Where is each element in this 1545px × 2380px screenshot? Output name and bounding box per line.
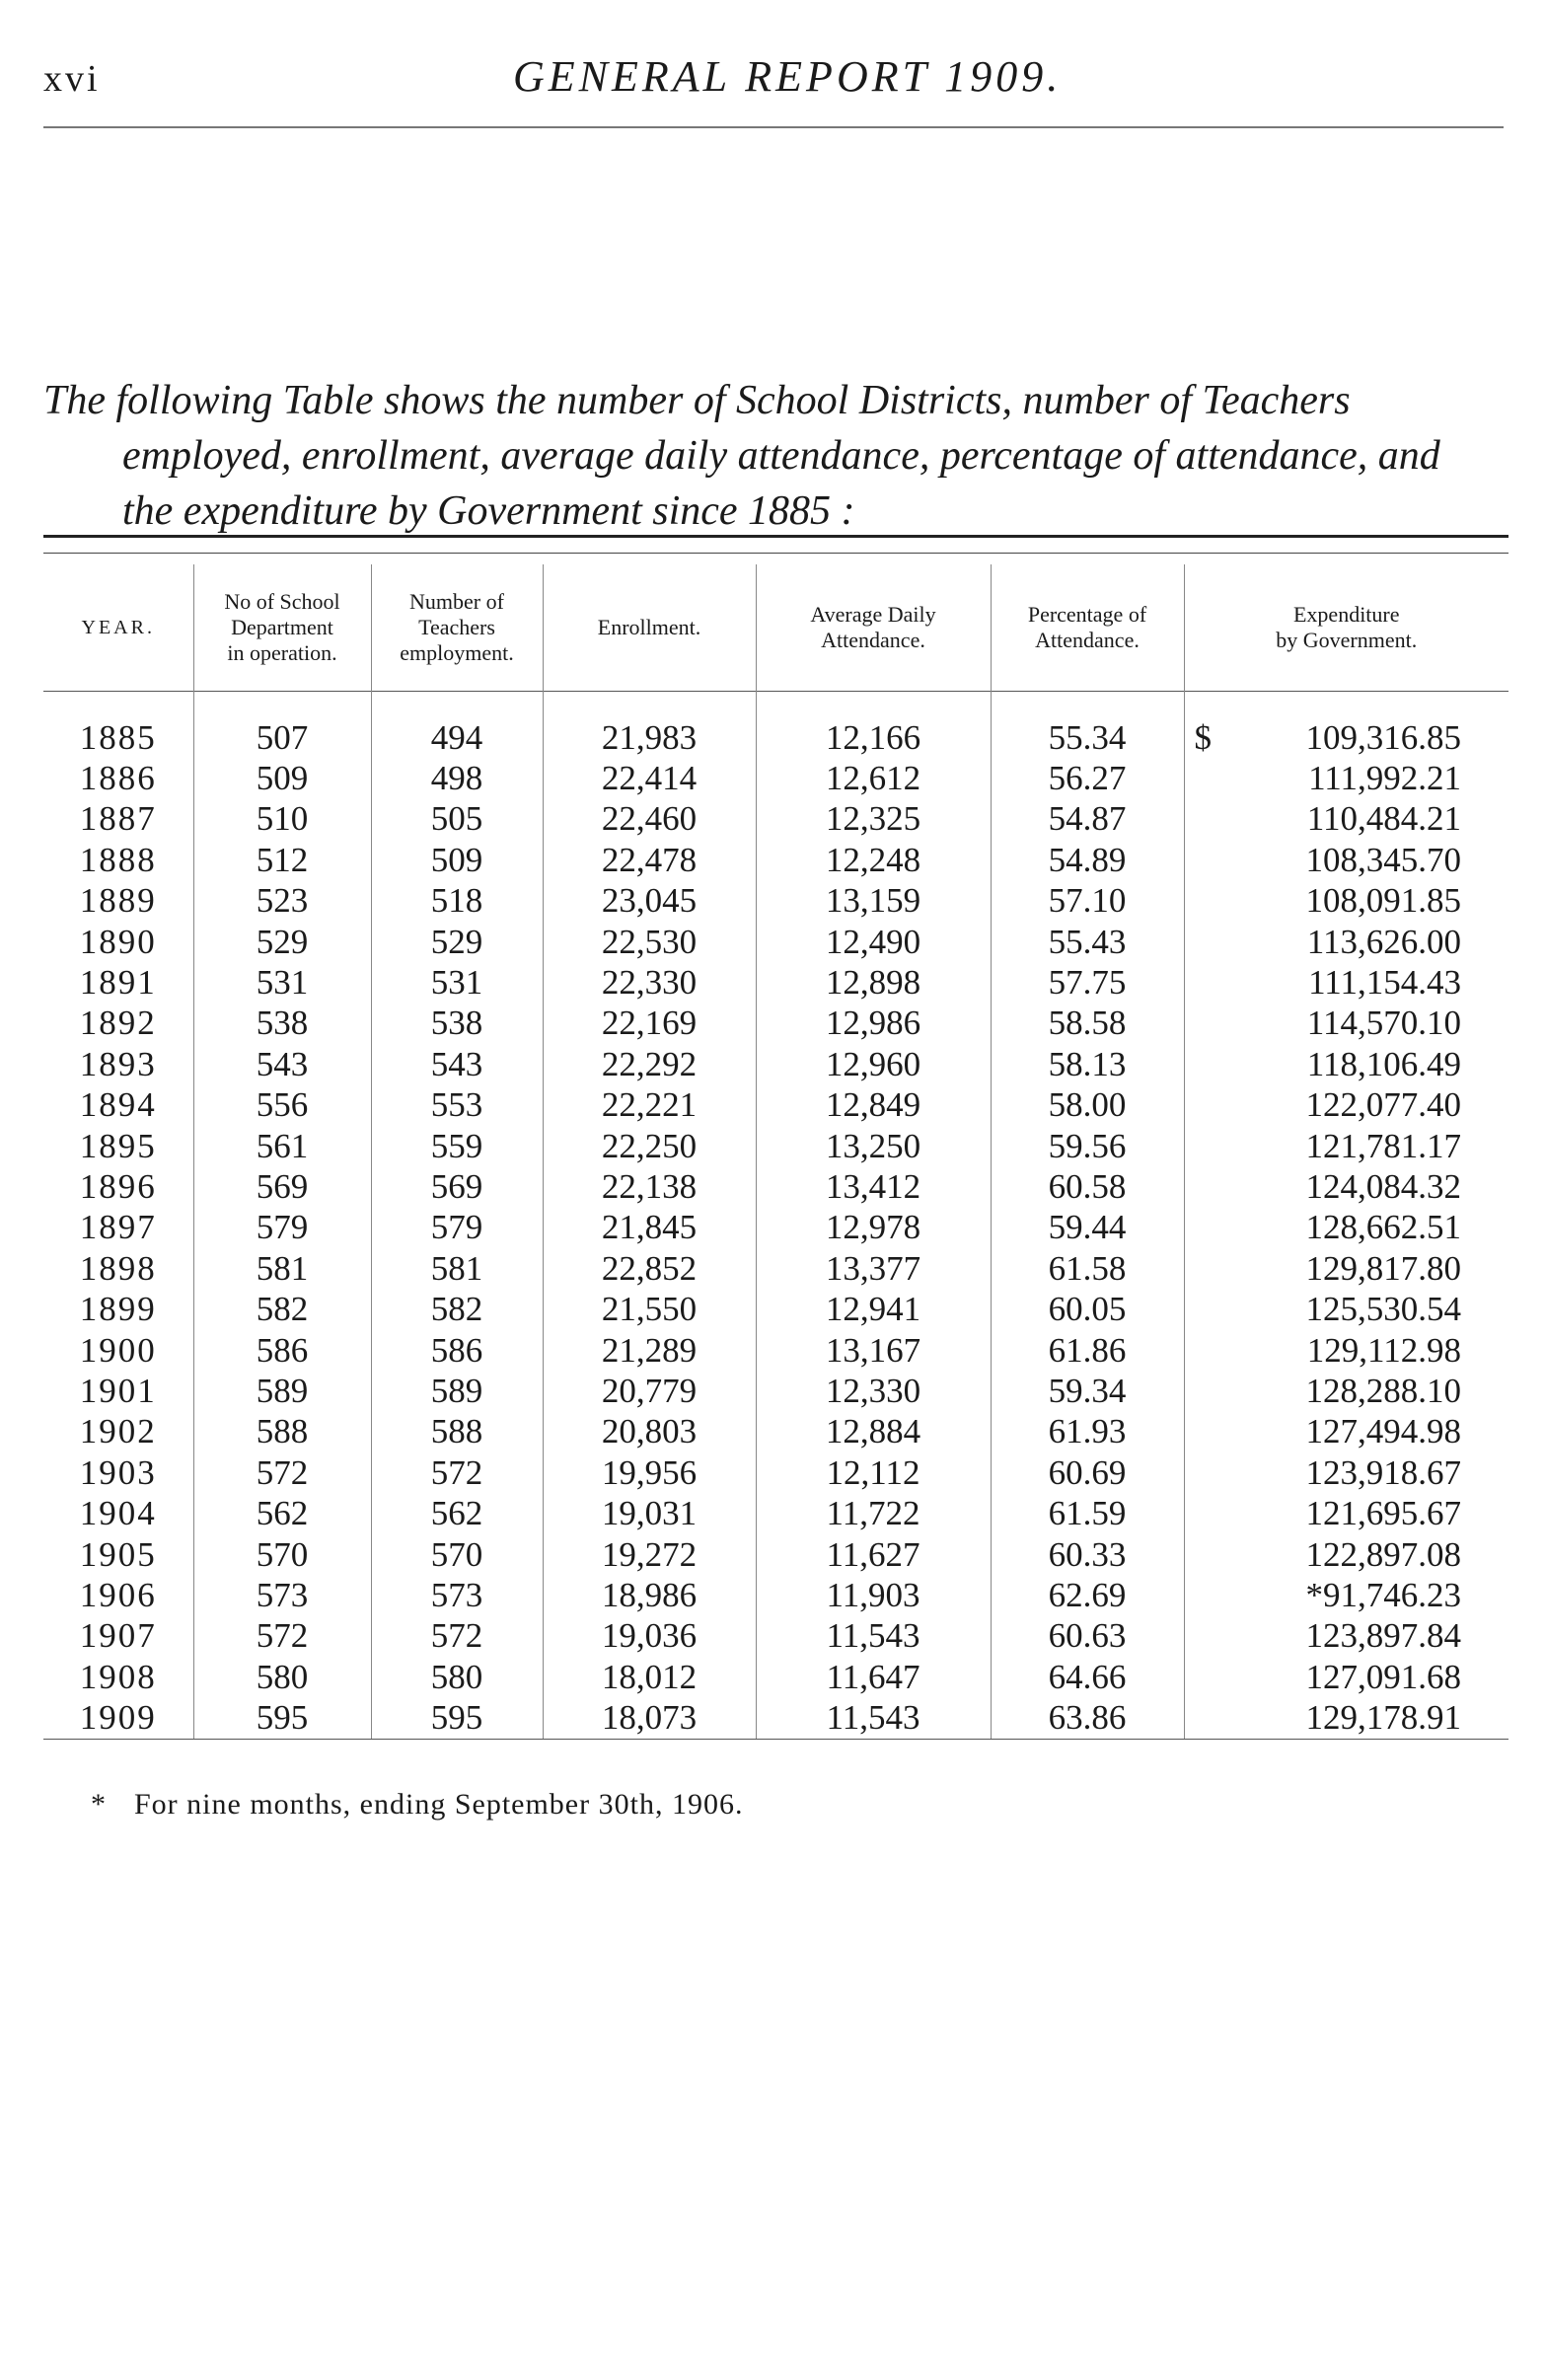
header-expenditure-line: Expenditure	[1292, 602, 1400, 627]
cell-schools: 538	[193, 1004, 371, 1044]
expenditure-value: 123,918.67	[1305, 1452, 1461, 1492]
expenditure-value: 122,897.08	[1305, 1534, 1461, 1574]
footnote	[91, 1788, 743, 1822]
expenditure-value: 122,077.40	[1305, 1085, 1461, 1125]
table-row	[43, 1697, 1508, 1739]
cell-schools: 543	[193, 1044, 371, 1084]
cell-schools: 572	[193, 1452, 371, 1493]
table-row	[43, 1330, 1508, 1371]
cell-attendance: 11,543	[756, 1616, 991, 1657]
expenditure-value: 121,695.67	[1305, 1494, 1461, 1533]
header-year: YEAR.	[81, 617, 155, 638]
cell-teachers: 569	[371, 1166, 543, 1207]
cell-expenditure	[1184, 881, 1508, 922]
cell-expenditure	[1184, 1004, 1508, 1044]
header-teachers-line: Number of	[409, 589, 504, 614]
cell-schools: 529	[193, 922, 371, 962]
cell-percentage: 58.58	[991, 1004, 1184, 1044]
header-teachers-line: employment.	[400, 640, 514, 665]
header-attendance	[756, 564, 991, 692]
table-row	[43, 692, 1508, 759]
cell-teachers: 573	[371, 1575, 543, 1615]
cell-percentage: 60.58	[991, 1166, 1184, 1207]
cell-attendance: 12,849	[756, 1085, 991, 1126]
cell-year: 1896	[79, 1166, 157, 1206]
cell-percentage: 59.34	[991, 1371, 1184, 1411]
cell-percentage: 60.63	[991, 1616, 1184, 1657]
table-row	[43, 1166, 1508, 1207]
expenditure-value: 129,817.80	[1305, 1248, 1461, 1288]
cell-attendance: 11,627	[756, 1534, 991, 1575]
cell-attendance: 12,490	[756, 922, 991, 962]
header-percentage-line: Percentage of	[1027, 602, 1147, 627]
table-row	[43, 1289, 1508, 1329]
cell-attendance: 12,330	[756, 1371, 991, 1411]
cell-enrollment: 21,550	[543, 1289, 756, 1329]
cell-attendance: 13,167	[756, 1330, 991, 1371]
cell-year: 1886	[79, 759, 157, 798]
cell-teachers: 509	[371, 840, 543, 880]
cell-percentage: 61.59	[991, 1493, 1184, 1533]
table-row	[43, 1208, 1508, 1248]
cell-percentage: 58.00	[991, 1085, 1184, 1126]
cell-schools: 556	[193, 1085, 371, 1126]
cell-percentage: 54.87	[991, 799, 1184, 840]
cell-percentage: 59.56	[991, 1126, 1184, 1166]
cell-percentage: 58.13	[991, 1044, 1184, 1084]
cell-schools: 531	[193, 962, 371, 1003]
cell-percentage: 54.89	[991, 840, 1184, 880]
cell-enrollment: 20,779	[543, 1371, 756, 1411]
cell-year: 1887	[79, 799, 157, 839]
cell-schools: 561	[193, 1126, 371, 1166]
cell-year: 1894	[79, 1085, 157, 1125]
cell-enrollment: 22,169	[543, 1004, 756, 1044]
cell-schools: 562	[193, 1493, 371, 1533]
cell-expenditure	[1184, 922, 1508, 962]
cell-attendance: 12,612	[756, 758, 991, 798]
cell-schools: 588	[193, 1412, 371, 1452]
cell-enrollment: 18,012	[543, 1657, 756, 1697]
expenditure-value: 111,154.43	[1308, 963, 1461, 1003]
cell-year: 1889	[79, 881, 157, 921]
cell-expenditure	[1184, 1248, 1508, 1289]
expenditure-value: 110,484.21	[1306, 799, 1461, 839]
cell-year: 1908	[79, 1657, 157, 1696]
cell-enrollment: 20,803	[543, 1412, 756, 1452]
table-top-rule-thin	[43, 553, 1508, 554]
cell-attendance: 12,325	[756, 799, 991, 840]
cell-expenditure	[1184, 840, 1508, 880]
expenditure-value: 121,781.17	[1305, 1126, 1461, 1165]
table-row	[43, 1371, 1508, 1411]
cell-percentage: 56.27	[991, 758, 1184, 798]
expenditure-value: 125,530.54	[1305, 1290, 1461, 1329]
cell-attendance: 12,248	[756, 840, 991, 880]
cell-year: 1899	[79, 1290, 157, 1329]
cell-enrollment: 18,073	[543, 1697, 756, 1739]
cell-attendance: 13,250	[756, 1126, 991, 1166]
cell-enrollment: 19,272	[543, 1534, 756, 1575]
cell-enrollment: 22,292	[543, 1044, 756, 1084]
cell-year: 1890	[79, 922, 157, 961]
header-percentage-line: Attendance.	[1035, 628, 1140, 652]
cell-teachers: 518	[371, 881, 543, 922]
cell-expenditure	[1184, 799, 1508, 840]
cell-teachers: 570	[371, 1534, 543, 1575]
cell-attendance: 13,412	[756, 1166, 991, 1207]
page-header	[0, 0, 1545, 148]
table-header-row	[43, 564, 1508, 692]
cell-schools: 582	[193, 1289, 371, 1329]
table-row	[43, 1126, 1508, 1166]
expenditure-value: 128,288.10	[1305, 1371, 1461, 1410]
cell-percentage: 57.10	[991, 881, 1184, 922]
cell-expenditure	[1184, 1575, 1508, 1615]
cell-expenditure	[1184, 1452, 1508, 1493]
cell-schools: 589	[193, 1371, 371, 1411]
cell-expenditure	[1184, 1044, 1508, 1084]
cell-enrollment: 18,986	[543, 1575, 756, 1615]
header-attendance-line: Attendance.	[821, 628, 925, 652]
cell-schools: 509	[193, 758, 371, 798]
cell-schools: 512	[193, 840, 371, 880]
expenditure-value: 127,494.98	[1305, 1412, 1461, 1451]
cell-teachers: 543	[371, 1044, 543, 1084]
footnote-text: For nine months, ending September 30th, 1906.	[134, 1788, 744, 1821]
cell-enrollment: 22,250	[543, 1126, 756, 1166]
cell-schools: 523	[193, 881, 371, 922]
cell-teachers: 586	[371, 1330, 543, 1371]
cell-percentage: 60.69	[991, 1452, 1184, 1493]
cell-teachers: 562	[371, 1493, 543, 1533]
footnote-marker: *	[91, 1788, 107, 1821]
cell-year: 1898	[79, 1248, 157, 1288]
cell-attendance: 11,903	[756, 1575, 991, 1615]
cell-year: 1897	[79, 1208, 157, 1247]
cell-attendance: 12,978	[756, 1208, 991, 1248]
page-number: xvi	[43, 58, 101, 100]
cell-enrollment: 22,852	[543, 1248, 756, 1289]
cell-attendance: 11,647	[756, 1657, 991, 1697]
cell-teachers: 581	[371, 1248, 543, 1289]
cell-enrollment: 22,138	[543, 1166, 756, 1207]
cell-enrollment: 22,478	[543, 840, 756, 880]
cell-expenditure	[1184, 1330, 1508, 1371]
cell-percentage: 63.86	[991, 1697, 1184, 1739]
cell-schools: 579	[193, 1208, 371, 1248]
cell-enrollment: 22,530	[543, 922, 756, 962]
cell-schools: 573	[193, 1575, 371, 1615]
cell-expenditure	[1184, 1085, 1508, 1126]
cell-enrollment: 22,221	[543, 1085, 756, 1126]
cell-percentage: 61.86	[991, 1330, 1184, 1371]
cell-year: 1900	[79, 1330, 157, 1370]
table-body	[43, 692, 1508, 1740]
cell-teachers: 595	[371, 1697, 543, 1739]
header-schools-line: in operation.	[227, 640, 337, 665]
cell-percentage: 61.58	[991, 1248, 1184, 1289]
running-head: GENERAL REPORT 1909.	[513, 52, 1063, 101]
cell-percentage: 60.33	[991, 1534, 1184, 1575]
currency-symbol: $	[1194, 717, 1212, 757]
cell-teachers: 505	[371, 799, 543, 840]
expenditure-value: 118,106.49	[1306, 1044, 1461, 1083]
cell-enrollment: 22,460	[543, 799, 756, 840]
cell-teachers: 588	[371, 1412, 543, 1452]
cell-attendance: 12,166	[756, 692, 991, 759]
cell-enrollment: 21,845	[543, 1208, 756, 1248]
cell-expenditure	[1184, 1657, 1508, 1697]
cell-attendance: 12,941	[756, 1289, 991, 1329]
expenditure-value: 123,897.84	[1305, 1616, 1461, 1656]
cell-attendance: 13,159	[756, 881, 991, 922]
cell-expenditure	[1184, 1534, 1508, 1575]
header-percentage	[991, 564, 1184, 692]
cell-attendance: 13,377	[756, 1248, 991, 1289]
header-teachers	[371, 564, 543, 692]
table-row	[43, 881, 1508, 922]
cell-enrollment: 22,330	[543, 962, 756, 1003]
table-row	[43, 1616, 1508, 1657]
cell-teachers: 529	[371, 922, 543, 962]
table-row	[43, 1044, 1508, 1084]
header-enrollment: Enrollment.	[543, 564, 756, 692]
cell-attendance: 12,898	[756, 962, 991, 1003]
cell-teachers: 498	[371, 758, 543, 798]
cell-year: 1904	[79, 1494, 157, 1533]
cell-teachers: 572	[371, 1616, 543, 1657]
cell-year: 1907	[79, 1616, 157, 1656]
header-schools-line: No of School	[224, 589, 340, 614]
cell-attendance: 11,543	[756, 1697, 991, 1739]
cell-attendance: 11,722	[756, 1493, 991, 1533]
cell-schools: 507	[193, 692, 371, 759]
table-row	[43, 1004, 1508, 1044]
cell-year: 1895	[79, 1126, 157, 1165]
cell-expenditure	[1184, 1166, 1508, 1207]
table-row	[43, 1534, 1508, 1575]
cell-teachers: 531	[371, 962, 543, 1003]
cell-expenditure	[1184, 1371, 1508, 1411]
cell-year: 1906	[79, 1575, 157, 1614]
table-row	[43, 758, 1508, 798]
header-schools	[193, 564, 371, 692]
cell-attendance: 12,884	[756, 1412, 991, 1452]
cell-schools: 586	[193, 1330, 371, 1371]
table-row	[43, 1575, 1508, 1615]
table-row	[43, 1412, 1508, 1452]
table-row	[43, 1248, 1508, 1289]
cell-percentage: 55.34	[991, 692, 1184, 759]
header-teachers-line: Teachers	[418, 615, 495, 639]
header-schools-line: Department	[231, 615, 333, 639]
cell-teachers: 572	[371, 1452, 543, 1493]
intro-line-1: The following Table shows the number of School Districts, number of Teachers	[43, 378, 1351, 423]
cell-expenditure	[1184, 758, 1508, 798]
expenditure-value: *91,746.23	[1305, 1575, 1461, 1614]
cell-schools: 510	[193, 799, 371, 840]
cell-attendance: 12,112	[756, 1452, 991, 1493]
expenditure-value: 108,091.85	[1305, 881, 1461, 921]
header-rule	[43, 126, 1504, 128]
intro-line-3: the expenditure by Government since 1885 :	[122, 488, 855, 534]
cell-teachers: 538	[371, 1004, 543, 1044]
cell-year: 1902	[79, 1412, 157, 1451]
cell-year: 1891	[79, 963, 157, 1003]
table-row	[43, 1657, 1508, 1697]
cell-schools: 572	[193, 1616, 371, 1657]
cell-percentage: 55.43	[991, 922, 1184, 962]
table-row	[43, 1452, 1508, 1493]
cell-teachers: 589	[371, 1371, 543, 1411]
cell-schools: 570	[193, 1534, 371, 1575]
cell-year: 1885	[79, 717, 157, 757]
expenditure-value: 113,626.00	[1306, 922, 1461, 961]
cell-enrollment: 19,956	[543, 1452, 756, 1493]
table-row	[43, 922, 1508, 962]
cell-year: 1888	[79, 840, 157, 879]
cell-expenditure	[1184, 692, 1508, 759]
expenditure-value: 127,091.68	[1305, 1657, 1461, 1696]
table-row	[43, 1493, 1508, 1533]
expenditure-value: 129,112.98	[1306, 1330, 1461, 1370]
cell-percentage: 62.69	[991, 1575, 1184, 1615]
cell-year: 1901	[79, 1371, 157, 1410]
table-top-rule	[43, 535, 1508, 538]
cell-year: 1892	[79, 1004, 157, 1043]
cell-expenditure	[1184, 1697, 1508, 1739]
cell-year: 1905	[79, 1534, 157, 1574]
cell-expenditure	[1184, 1289, 1508, 1329]
cell-percentage: 61.93	[991, 1412, 1184, 1452]
cell-expenditure	[1184, 1616, 1508, 1657]
cell-teachers: 579	[371, 1208, 543, 1248]
expenditure-value: 111,992.21	[1308, 759, 1461, 798]
expenditure-value: 129,178.91	[1305, 1698, 1461, 1738]
cell-enrollment: 19,036	[543, 1616, 756, 1657]
cell-schools: 580	[193, 1657, 371, 1697]
cell-expenditure	[1184, 962, 1508, 1003]
cell-year: 1903	[79, 1452, 157, 1492]
cell-percentage: 60.05	[991, 1289, 1184, 1329]
cell-attendance: 12,986	[756, 1004, 991, 1044]
expenditure-value: 124,084.32	[1305, 1166, 1461, 1206]
cell-enrollment: 23,045	[543, 881, 756, 922]
cell-percentage: 57.75	[991, 962, 1184, 1003]
cell-expenditure	[1184, 1412, 1508, 1452]
table-row	[43, 962, 1508, 1003]
header-expenditure	[1184, 564, 1508, 692]
table-row	[43, 840, 1508, 880]
cell-attendance: 12,960	[756, 1044, 991, 1084]
expenditure-value: 108,345.70	[1305, 840, 1461, 879]
intro-paragraph	[43, 373, 1508, 539]
cell-expenditure	[1184, 1208, 1508, 1248]
cell-teachers: 559	[371, 1126, 543, 1166]
header-attendance-line: Average Daily	[810, 602, 936, 627]
cell-expenditure	[1184, 1493, 1508, 1533]
expenditure-value: 114,570.10	[1306, 1004, 1461, 1043]
cell-percentage: 59.44	[991, 1208, 1184, 1248]
cell-teachers: 494	[371, 692, 543, 759]
cell-teachers: 580	[371, 1657, 543, 1697]
cell-teachers: 553	[371, 1085, 543, 1126]
cell-schools: 581	[193, 1248, 371, 1289]
cell-expenditure	[1184, 1126, 1508, 1166]
cell-enrollment: 21,983	[543, 692, 756, 759]
expenditure-value: 128,662.51	[1305, 1208, 1461, 1247]
cell-year: 1909	[43, 1697, 193, 1739]
intro-line-2: employed, enrollment, average daily attendance, percentage of attendance, and	[122, 433, 1440, 479]
cell-schools: 595	[193, 1697, 371, 1739]
expenditure-value: 109,316.85	[1305, 717, 1461, 757]
statistics-table	[43, 564, 1508, 1740]
cell-enrollment: 22,414	[543, 758, 756, 798]
header-expenditure-line: by Government.	[1276, 628, 1418, 652]
cell-percentage: 64.66	[991, 1657, 1184, 1697]
table-row	[43, 1085, 1508, 1126]
cell-teachers: 582	[371, 1289, 543, 1329]
cell-schools: 569	[193, 1166, 371, 1207]
table-row	[43, 799, 1508, 840]
cell-year: 1893	[79, 1044, 157, 1083]
cell-enrollment: 21,289	[543, 1330, 756, 1371]
cell-enrollment: 19,031	[543, 1493, 756, 1533]
